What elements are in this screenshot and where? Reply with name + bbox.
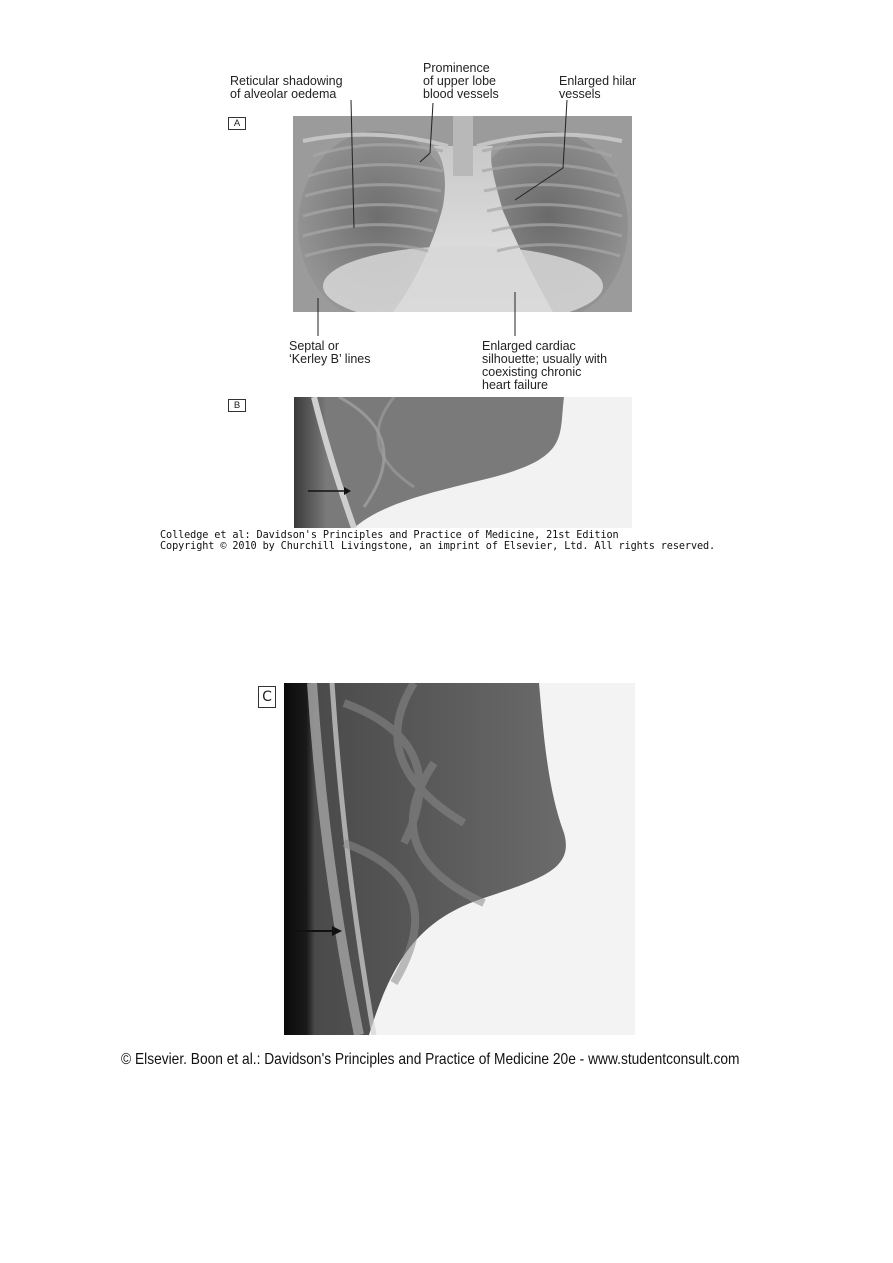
caption-colledge-line1: Colledge et al: Davidson's Principles and Practice of Medicine, 21st Edition xyxy=(160,530,619,541)
panel-letter-a: A xyxy=(228,117,246,130)
caption-boon-copyright: © Elsevier. Boon et al.: Davidson's Principles and Practice of Medicine 20e - www.studentconsult.com xyxy=(121,1051,740,1068)
label-enlarged-cardiac-silhouette: Enlarged cardiac silhouette; usually with coexisting chronic heart failure xyxy=(482,339,608,392)
panel-letter-c: C xyxy=(258,686,276,708)
lung-base-xray-image xyxy=(294,397,632,528)
label-kerley-b-lines: Septal or ‘Kerley B’ lines xyxy=(289,339,371,366)
chest-xray-pa-graphic xyxy=(293,116,632,312)
label-upper-lobe-vessels: Prominence of upper lobe blood vessels xyxy=(423,61,499,101)
lung-base-xray-enlarged-graphic xyxy=(284,683,635,1035)
lung-base-xray-graphic xyxy=(294,397,632,528)
label-hilar-vessels: Enlarged hilar vessels xyxy=(559,74,637,101)
label-reticular-shadowing: Reticular shadowing of alveolar oedema xyxy=(230,74,343,101)
chest-xray-pa-image xyxy=(293,116,632,312)
panel-letter-b: B xyxy=(228,399,246,412)
caption-colledge-line2: Copyright © 2010 by Churchill Livingstone, an imprint of Elsevier, Ltd. All rights reserved. xyxy=(160,541,716,552)
lung-base-xray-enlarged-image xyxy=(284,683,635,1035)
